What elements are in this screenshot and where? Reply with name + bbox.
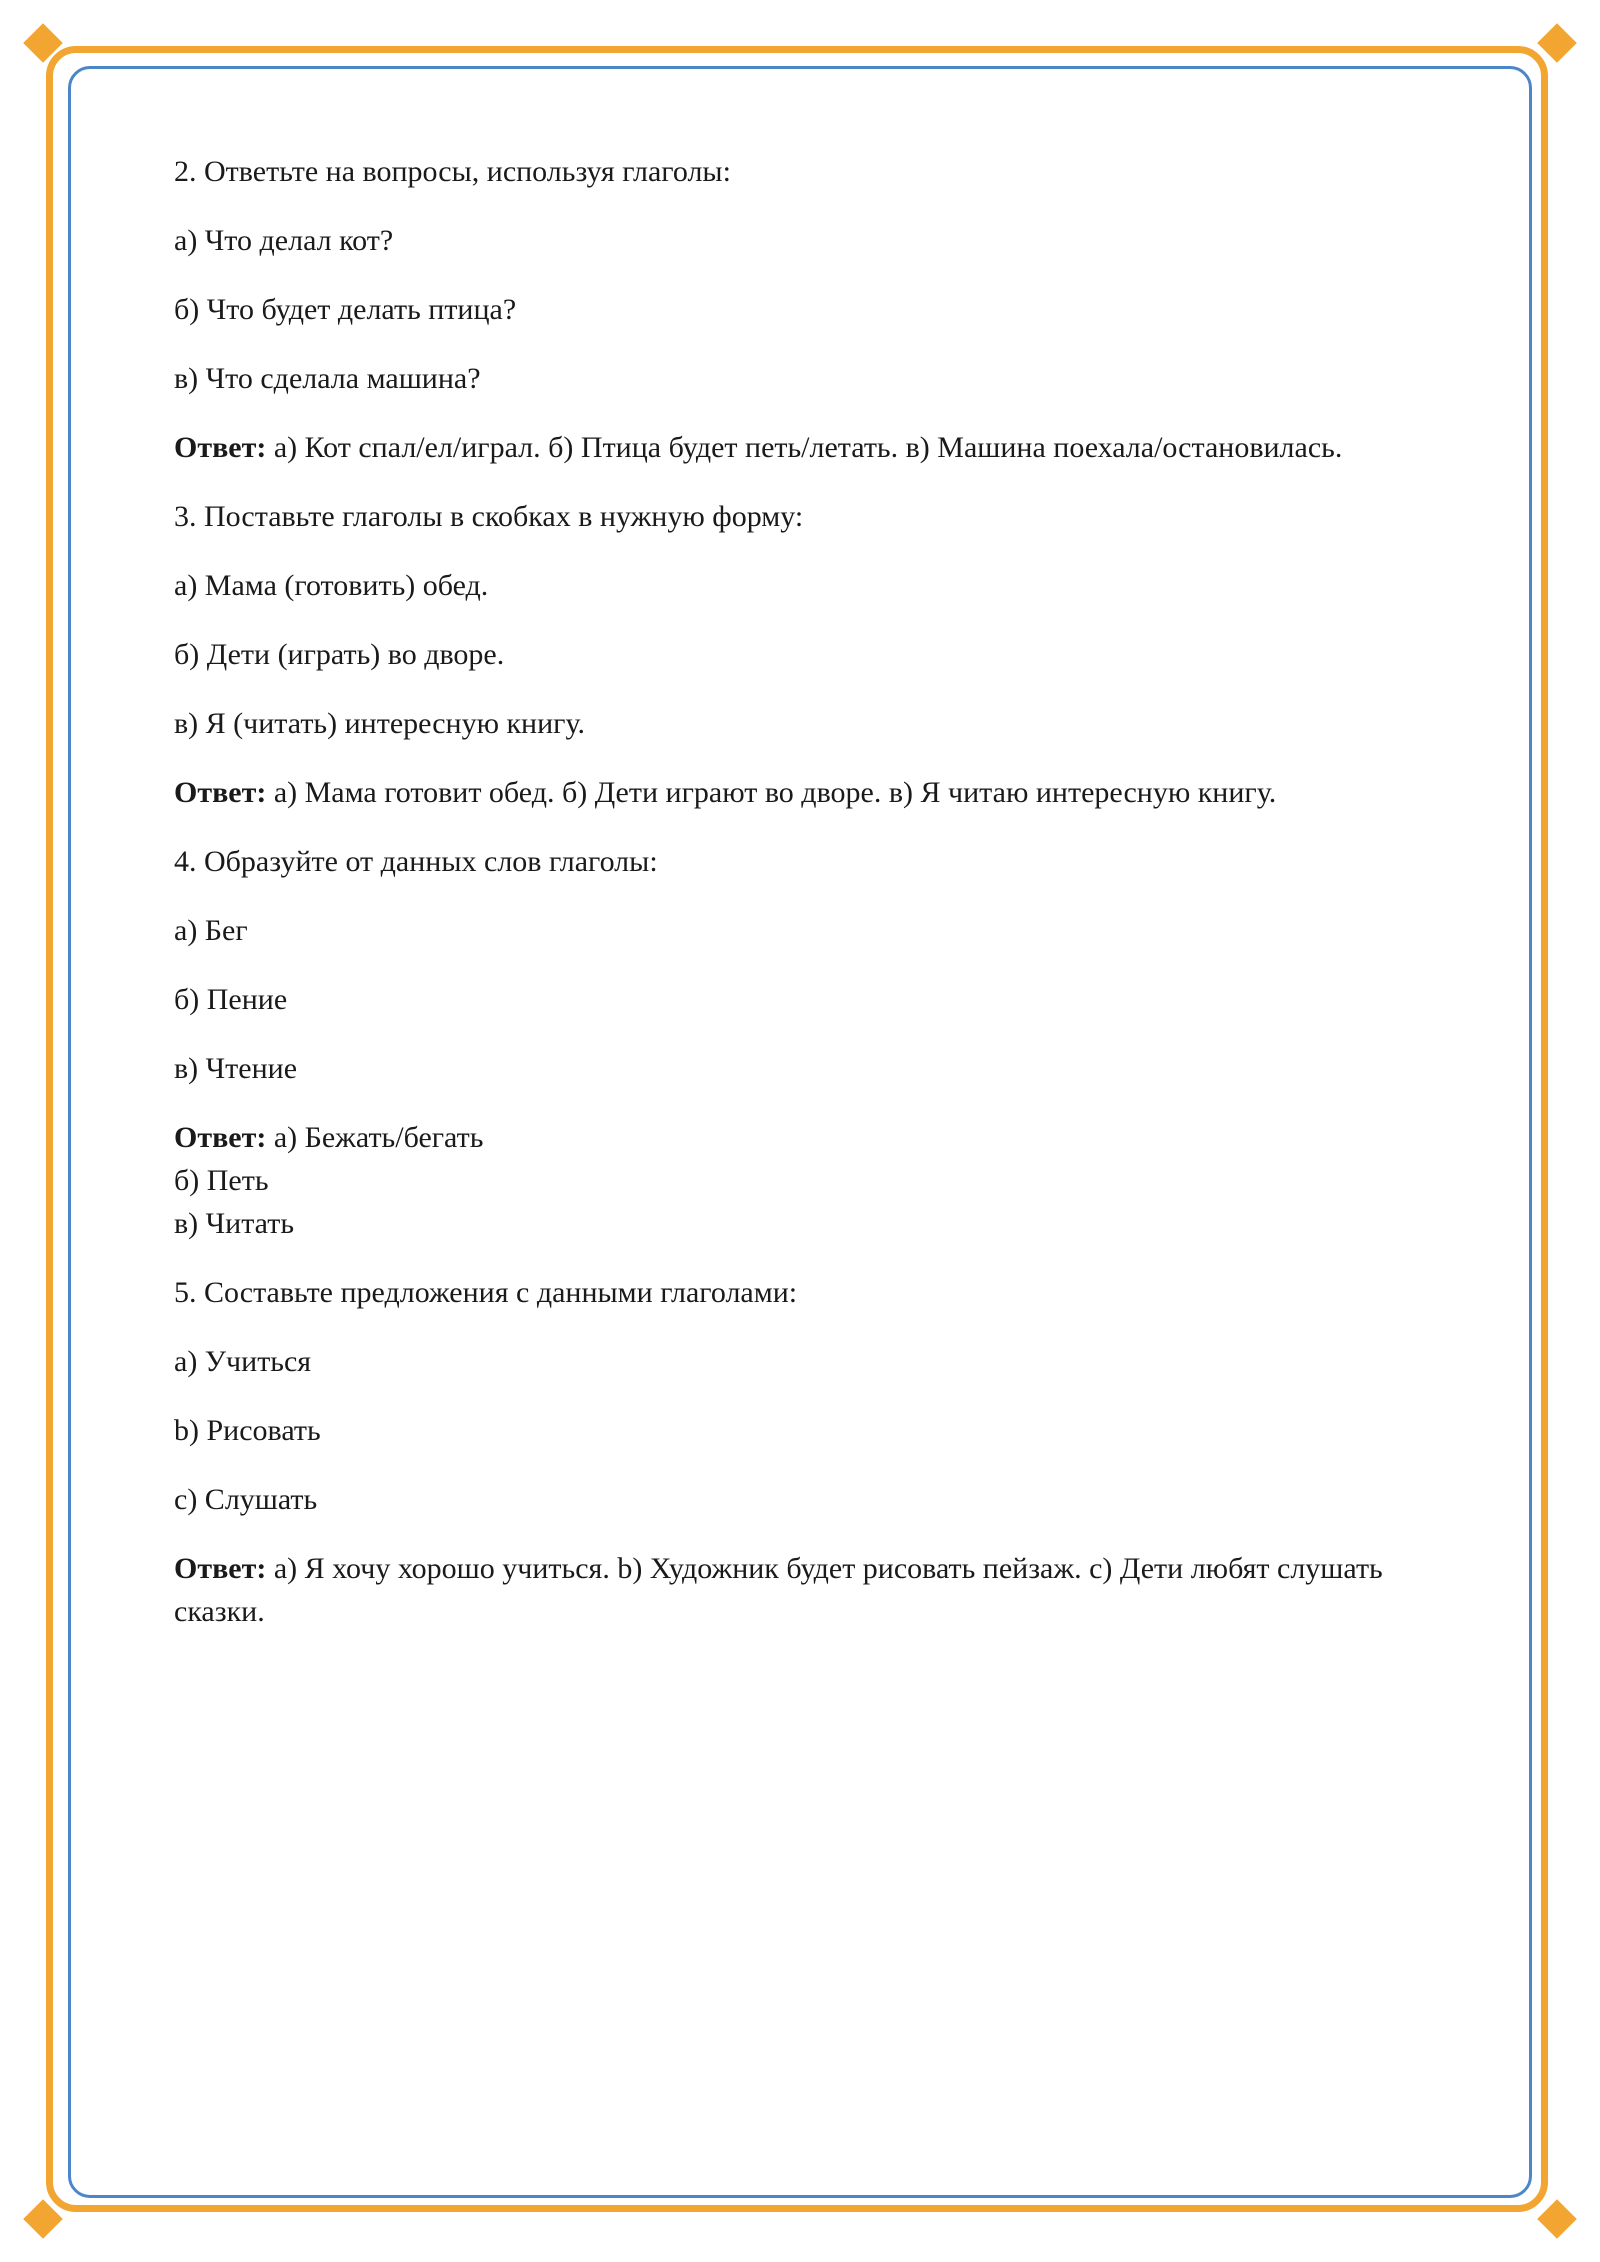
answer-label: Ответ: [174, 431, 267, 464]
exercise-4-item-c: в) Чтение [174, 1052, 298, 1085]
exercise-2-item-a: а) Что делал кот? [174, 224, 394, 257]
exercise-2-answer [174, 426, 1414, 469]
exercise-4-answer-c: в) Читать [174, 1207, 295, 1240]
exercise-3-item-a: а) Мама (готовить) обед. [174, 569, 489, 602]
exercise-5-item-b: b) Рисовать [174, 1414, 321, 1447]
answer-label: Ответ: [174, 776, 267, 809]
exercise-2-answer-text: а) Кот спал/ел/играл. б) Птица будет петь/летать. в) Машина поехала/остановилась. [273, 431, 1343, 464]
exercise-2-item-c: в) Что сделала машина? [174, 362, 481, 395]
exercise-4-answer [174, 1116, 1414, 1245]
exercise-3-answer-text: а) Мама готовит обед. б) Дети играют во дворе. в) Я читаю интересную книгу. [273, 776, 1277, 809]
exercise-5-prompt: 5. Составьте предложения с данными глаголами: [174, 1276, 798, 1309]
exercise-5-item-a: а) Учиться [174, 1345, 312, 1378]
corner-diamond-ornament [1537, 23, 1577, 63]
exercise-3-item-c: в) Я (читать) интересную книгу. [174, 707, 585, 740]
answer-label: Ответ: [174, 1121, 267, 1154]
exercise-4-prompt: 4. Образуйте от данных слов глаголы: [174, 845, 658, 878]
exercise-4-answer-line [174, 1116, 1414, 1159]
answer-label: Ответ: [174, 1552, 267, 1585]
exercise-4-answer-a: а) Бежать/бегать [273, 1121, 484, 1154]
exercise-3-answer [174, 771, 1414, 814]
exercise-2-item-b: б) Что будет делать птица? [174, 293, 517, 326]
exercise-4-item-b: б) Пение [174, 983, 288, 1016]
corner-diamond-ornament [1537, 2199, 1577, 2239]
exercise-5-item-c: c) Слушать [174, 1483, 318, 1516]
exercise-5-answer [174, 1547, 1414, 1633]
exercise-4-item-a: а) Бег [174, 914, 248, 947]
exercise-3-prompt: 3. Поставьте глаголы в скобках в нужную форму: [174, 500, 804, 533]
exercise-2-prompt: 2. Ответьте на вопросы, используя глаголы: [174, 155, 731, 188]
exercise-5-answer-text: а) Я хочу хорошо учиться. b) Художник будет рисовать пейзаж. c) Дети любят слушать сказки. [174, 1552, 1383, 1628]
worksheet-content [174, 150, 1414, 1659]
exercise-3-item-b: б) Дети (играть) во дворе. [174, 638, 505, 671]
exercise-4-answer-b: б) Петь [174, 1164, 269, 1197]
